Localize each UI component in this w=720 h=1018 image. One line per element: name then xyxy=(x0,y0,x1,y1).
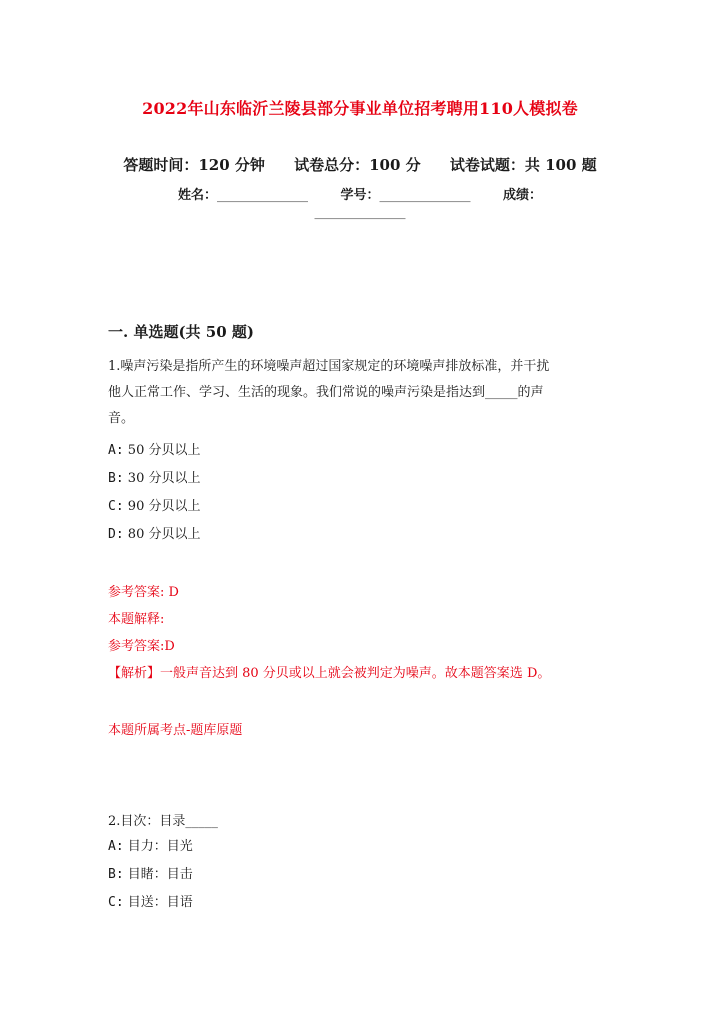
option-label: C: xyxy=(108,499,124,514)
question-1-line-1: 1.噪声污染是指所产生的环境噪声超过国家规定的环境噪声排放标准，并干扰 xyxy=(108,359,550,374)
question-1-analysis: 【解析】一般声音达到 80 分贝或以上就会被判定为噪声。故本题答案选 D。 xyxy=(108,666,551,681)
grade-blank: ______________ xyxy=(314,205,406,220)
exam-meta xyxy=(0,154,720,175)
name-label: 姓名： xyxy=(177,188,217,203)
name-blank: ______________ xyxy=(216,188,308,203)
question-1-line-2: 他人正常工作、学习、生活的现象。我们常说的噪声污染是指达到_____的声 xyxy=(108,385,544,400)
option-text: 目送：目语 xyxy=(127,895,193,910)
grade-blank-line xyxy=(0,205,720,220)
option-label: A: xyxy=(108,443,124,458)
grade-label: 成绩： xyxy=(503,188,543,203)
question-1-answer-repeat: 参考答案:D xyxy=(108,639,175,654)
id-blank: ______________ xyxy=(379,188,471,203)
option-text: 目睹：目击 xyxy=(127,867,193,882)
exam-time: 答题时间：120 分钟 xyxy=(123,156,265,174)
question-2-option-c xyxy=(108,893,193,913)
question-1-line-3: 音。 xyxy=(108,411,135,426)
option-label: C: xyxy=(108,895,124,910)
exam-total-score: 试卷总分：100 分 xyxy=(294,156,421,174)
option-label: B: xyxy=(108,867,124,882)
question-2-option-b xyxy=(108,865,193,885)
question-1-option-c xyxy=(108,497,200,517)
student-fields xyxy=(0,184,720,203)
question-1-option-b xyxy=(108,469,200,489)
option-label: D: xyxy=(108,527,124,542)
option-text: 50 分贝以上 xyxy=(127,443,201,458)
question-1-option-a xyxy=(108,441,200,461)
exam-question-count: 试卷试题：共 100 题 xyxy=(449,156,597,174)
exam-title: 2022年山东临沂兰陵县部分事业单位招考聘用110人模拟卷 xyxy=(142,99,578,118)
id-field xyxy=(340,188,470,203)
option-label: B: xyxy=(108,471,124,486)
name-field xyxy=(178,188,308,203)
question-1-source: 本题所属考点-题库原题 xyxy=(108,723,243,738)
option-text: 80 分贝以上 xyxy=(127,527,201,542)
question-2-stem: 2.目次：目录_____ xyxy=(108,814,218,829)
option-text: 30 分贝以上 xyxy=(127,471,201,486)
section-heading: 一. 单选题(共 50 题) xyxy=(108,323,254,341)
option-label: A: xyxy=(108,839,124,854)
question-1-option-d xyxy=(108,525,200,545)
grade-field xyxy=(503,188,542,203)
option-text: 90 分贝以上 xyxy=(127,499,201,514)
id-label: 学号： xyxy=(340,188,380,203)
question-2-option-a xyxy=(108,837,193,857)
question-1-answer: 参考答案: D xyxy=(108,585,179,600)
option-text: 目力：目光 xyxy=(127,839,193,854)
question-1-explain-label: 本题解释: xyxy=(108,612,165,627)
